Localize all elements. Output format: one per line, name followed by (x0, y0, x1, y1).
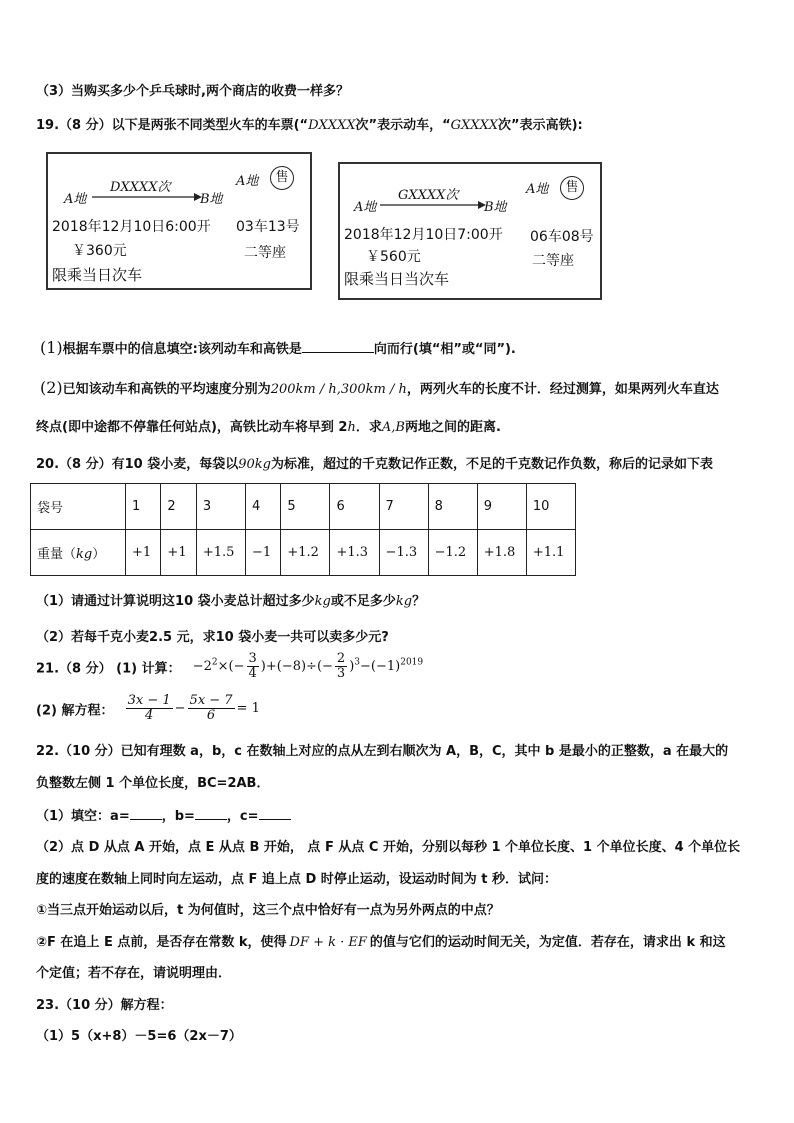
q22-line8: 个定值；若不存在，请说明理由． (36, 966, 232, 981)
q19-p2-ab: A,B (381, 420, 405, 435)
bag-cell: 2 (161, 484, 196, 530)
q23-header: 23.（10 分）解方程： (36, 998, 173, 1013)
q21-f2-den: 3 (336, 666, 346, 682)
q19-p2-speed: 200km / h,300km / h (270, 382, 407, 397)
ticket2-to: B地 (484, 200, 507, 215)
q19-p2-a: 已知该动车和高铁的平均速度分别为 (62, 382, 271, 397)
q22-line4: （2）点 D 从点 A 开始，点 E 从点 B 开始， 点 F 从点 C 开始，分别以每秒 1 个单位长度、1 个单位长度、4 个单位长 (36, 840, 741, 855)
q19-header (36, 114, 583, 133)
q20-part1 (36, 590, 425, 609)
q22-l7-a: ②F 在追上 E 点前，是否存在常数 k，使得 (36, 935, 287, 950)
ticket1-sale-stamp-icon: 售 (270, 166, 294, 190)
q21-fraction-4 (188, 694, 235, 724)
q18-part3: （3）当购买多少个乒乓球时,两个商店的收费一样多？ (36, 84, 349, 99)
ticket1-class: 二等座 (244, 245, 286, 261)
q21-part2 (36, 694, 260, 724)
q22-p1-c: ，c= (226, 809, 259, 824)
bag-cell: 1 (126, 484, 161, 530)
weight-cell: +1.5 (196, 530, 245, 576)
q21-f4-num: 5x − 7 (189, 693, 233, 708)
q19-p2-d: ．求 (355, 420, 382, 435)
q19-p2-num: (2) (40, 378, 63, 397)
q22-part1 (36, 805, 291, 824)
row-label-weight (31, 530, 126, 576)
q21-f3-den: 4 (144, 708, 154, 724)
q21-expr-sup2: 3 (354, 657, 361, 668)
q21-expr-sup1: 2 (211, 657, 218, 668)
weight-cell: +1 (161, 530, 196, 576)
q21-p2-label: (2) 解方程： (36, 703, 114, 719)
ticket1-arrow-icon (92, 192, 202, 202)
weight-cell: +1 (126, 530, 161, 576)
q21-f3-num: 3x − 1 (127, 693, 171, 708)
weight-cell: −1.2 (428, 530, 477, 576)
ticket2-from: A地 (354, 200, 377, 215)
q22-l7-b: 的值与它们的运动时间无关，为定值．若存在，请求出 k 和这 (369, 935, 726, 950)
weight-label-b: ） (92, 547, 106, 562)
ticket-emu (46, 152, 312, 290)
q20-p1-c: ？ (412, 594, 426, 609)
q21-expr-b: ×(− (217, 659, 245, 675)
q19-p1-a: 根据车票中的信息填空:该列动车和高铁是 (62, 342, 302, 357)
q19-mid: 次”表示动车，“ (355, 118, 451, 133)
q19-p2-b: ，两列火车的长度不计．经过测算，如果两列火车直达 (406, 382, 719, 397)
q21-f4-den: 6 (206, 708, 216, 724)
q21-eq: = 1 (236, 701, 260, 717)
blank-c (259, 819, 291, 820)
q21-expr-e: −(−1) (360, 659, 401, 675)
q19-part2-line1 (40, 378, 719, 397)
ticket-highspeed (338, 162, 602, 300)
q22-p1-b: ，b= (161, 809, 195, 824)
q19-p1-num: (1) (40, 338, 63, 357)
q21-expr-a: −2 (192, 659, 212, 675)
q22-l7-expr: DF + k · EF (289, 935, 367, 950)
q20-header (36, 453, 713, 472)
bag-cell: 4 (245, 484, 280, 530)
weight-cell: +1.3 (330, 530, 379, 576)
q21-f1-den: 4 (248, 666, 257, 682)
weight-cell: −1.3 (379, 530, 428, 576)
q22-line7 (36, 931, 726, 950)
q21-fraction-3 (126, 694, 173, 724)
q19-p2-c: 终点(即中途都不停靠任何站点)，高铁比动车将早到 2 (36, 420, 348, 435)
blank-b (195, 819, 227, 820)
bag-cell: 3 (196, 484, 245, 530)
q20-part2: （2）若每千克小麦2.5 元，求10 袋小麦一共可以卖多少元? (36, 630, 389, 645)
ticket2-price: ￥560元 (366, 249, 421, 265)
table-row-bag-number (31, 484, 576, 530)
q22-line2: 负整数左侧 1 个单位长度，BC=2AB． (36, 776, 270, 791)
q21-equation (124, 693, 260, 724)
q20-p1-a: （1）请通过计算说明这10 袋小麦总计超过多少 (36, 594, 315, 609)
q21-part1 (36, 652, 423, 682)
q19-part2-line2 (36, 416, 501, 435)
weight-label-a: 重量（ (37, 547, 77, 562)
ticket1-to: B地 (200, 192, 223, 207)
q20-p1-kg2: kg (395, 594, 413, 609)
ticket2-datetime: 2018年12月10日7:00开 (344, 227, 503, 243)
q19-p2-e: 两地之间的距离. (404, 420, 501, 435)
q19-p1-b: 向而行(填“相”或“同”). (373, 342, 516, 357)
q21-expr-c: )+(−8)÷(− (260, 659, 333, 675)
q21-minus: − (174, 701, 186, 717)
q19-part1 (40, 338, 516, 357)
q22-p1-a: （1）填空：a= (36, 809, 130, 824)
weight-cell: −1 (245, 530, 280, 576)
wheat-weight-table (30, 483, 576, 576)
ticket1-price: ￥360元 (72, 243, 127, 259)
q22-line1: 22.（10 分）已知有理数 a，b，c 在数轴上对应的点从左到右顺次为 A，B，C，其中 b 是最小的正整数，a 在最大的 (36, 744, 729, 759)
q20-p1-b: 或不足多少 (330, 594, 396, 609)
q22-line6: ①当三点开始运动以后，t 为何值时，这三个点中恰好有一点为另外两点的中点？ (36, 903, 500, 918)
bag-cell: 10 (526, 484, 575, 530)
q21-expr-sup3: 2019 (400, 657, 424, 668)
q21-head: 21.（8 分） (1) 计算： (36, 661, 181, 677)
bag-cell: 8 (428, 484, 477, 530)
q21-expr-d: ) (349, 659, 355, 675)
ticket1-datetime: 2018年12月10日6:00开 (52, 219, 211, 235)
ticket2-sale-stamp-icon: 售 (560, 176, 584, 200)
q21-fraction-1 (247, 652, 259, 682)
q21-f2-num: 2 (336, 651, 346, 666)
q19-code2: GXXXX (450, 118, 499, 133)
q20-line-a: 20.（8 分）有10 袋小麦，每袋以 (36, 457, 239, 472)
table-row-weight (31, 530, 576, 576)
q21-fraction-2 (335, 652, 347, 682)
ticket1-note: 限乘当日次车 (52, 266, 143, 284)
weight-cell: +1.2 (281, 530, 330, 576)
q19-head: 19.（8 分）以下是两张不同类型火车的车票(“ (36, 118, 309, 133)
ticket1-from: A地 (64, 192, 87, 207)
q23-part1: （1）5（x+8）－5=6（2x－7） (36, 1029, 242, 1044)
bag-cell: 9 (477, 484, 526, 530)
ticket2-class: 二等座 (532, 253, 574, 269)
ticket2-seat-no: 06车08号 (530, 229, 594, 245)
q20-standard-weight: 90kg (238, 457, 271, 472)
ticket2-arrow-icon (380, 200, 486, 210)
q19-code1: DXXXX (308, 118, 356, 133)
blank-a (130, 819, 162, 820)
q20-line-b: 为标准，超过的千克数记作正数，不足的千克数记作负数，称后的记录如下表 (270, 457, 713, 472)
ticket2-train: GXXXX次 (398, 188, 459, 203)
weight-cell: +1.8 (477, 530, 526, 576)
q19-p1-blank (302, 352, 374, 353)
q20-p1-kg1: kg (314, 594, 331, 609)
q21-expression (192, 651, 424, 682)
bag-cell: 5 (281, 484, 330, 530)
weight-label-unit: kg (76, 547, 93, 562)
ticket2-corner: A地 (526, 182, 549, 197)
q19-p2-h: h (347, 420, 356, 435)
weight-cell: +1.1 (526, 530, 575, 576)
row-label-bag: 袋号 (31, 484, 126, 530)
ticket1-corner: A地 (236, 174, 259, 189)
bag-cell: 6 (330, 484, 379, 530)
bag-cell: 7 (379, 484, 428, 530)
ticket1-train: DXXXX次 (110, 180, 171, 195)
q19-tail: 次”表示高铁): (498, 118, 583, 133)
q22-line5: 度的速度在数轴上同时向左运动，点 F 追上点 D 时停止运动，设运动时间为 t 秒．试问： (36, 872, 558, 887)
ticket1-seat-no: 03车13号 (236, 219, 300, 235)
ticket2-note: 限乘当日当次车 (344, 270, 450, 288)
q21-f1-num: 3 (248, 651, 257, 666)
